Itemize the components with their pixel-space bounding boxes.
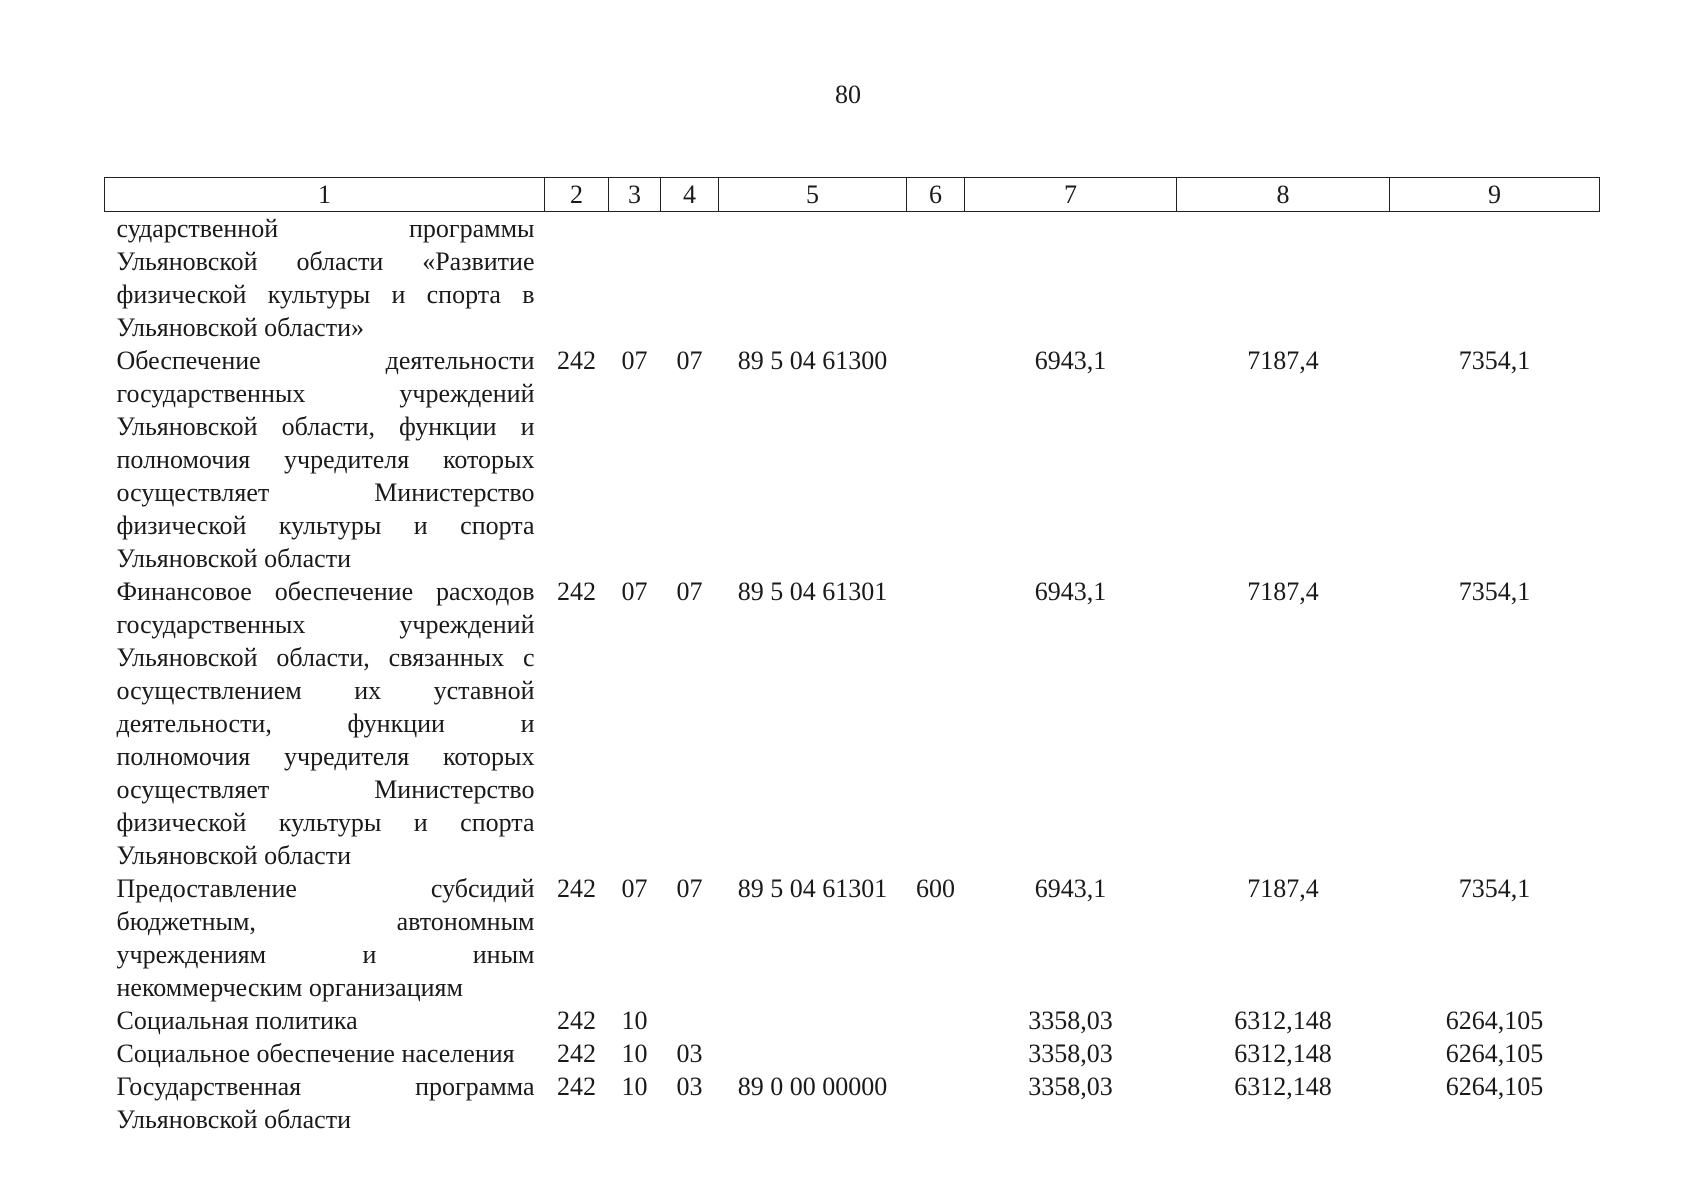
cell-col-8: 6312,148 bbox=[1234, 1006, 1332, 1035]
cell-col-3 bbox=[609, 212, 661, 345]
cell-col-9: 6264,105 bbox=[1445, 1006, 1544, 1035]
cell-col-9 bbox=[1390, 212, 1600, 345]
column-header: 5 bbox=[719, 178, 907, 212]
cell-col-6 bbox=[907, 1070, 965, 1136]
row-name: Социальная политика bbox=[116, 1006, 358, 1035]
table-row bbox=[105, 575, 1600, 872]
cell-col-5: 89 0 00 00000 bbox=[737, 1072, 888, 1101]
row-name: Финансовое обеспечение расходов государственных учреждений Ульяновской области, связанных с осуществлением их уставной деятельности, функции и полномочия учредителя которых осуществляет Министерство физической культуры и спорта Ульяновской области bbox=[116, 577, 535, 870]
column-header: 2 bbox=[545, 178, 609, 212]
cell-col-8 bbox=[1177, 212, 1390, 345]
column-header: 8 bbox=[1177, 178, 1390, 212]
cell-col-9: 6264,105 bbox=[1445, 1039, 1544, 1068]
cell-col-7: 3358,03 bbox=[1028, 1006, 1113, 1035]
table-header-row bbox=[105, 178, 1600, 212]
row-name: Государственная программа Ульяновской области bbox=[116, 1072, 535, 1134]
cell-col-7: 6943,1 bbox=[1034, 874, 1107, 903]
row-name: Обеспечение деятельности государственных учреждений Ульяновской области, функции и полномочия учредителя которых осуществляет Министерство физической культуры и спорта Ульяновской области bbox=[116, 346, 535, 573]
cell-col-5 bbox=[719, 1037, 907, 1070]
cell-col-6 bbox=[907, 1004, 965, 1037]
cell-col-5: 89 5 04 61301 bbox=[737, 577, 888, 606]
cell-col-5 bbox=[719, 212, 907, 345]
cell-col-2: 242 bbox=[557, 577, 596, 606]
table-row bbox=[105, 344, 1600, 575]
column-header: 7 bbox=[965, 178, 1177, 212]
cell-col-7 bbox=[965, 212, 1177, 345]
cell-col-3: 10 bbox=[621, 1072, 648, 1101]
cell-col-3: 07 bbox=[621, 346, 648, 375]
row-name: сударственной программы Ульяновской области «Развитие физической культуры и спорта в Ульяновской области» bbox=[116, 214, 535, 342]
cell-col-2: 242 bbox=[557, 1006, 596, 1035]
cell-col-6 bbox=[907, 344, 965, 575]
cell-col-8: 6312,148 bbox=[1234, 1072, 1332, 1101]
cell-col-2: 242 bbox=[557, 874, 596, 903]
cell-col-5: 89 5 04 61300 bbox=[737, 346, 888, 375]
cell-col-8: 7187,4 bbox=[1247, 346, 1319, 375]
cell-col-6 bbox=[907, 1037, 965, 1070]
cell-col-7: 6943,1 bbox=[1034, 577, 1107, 606]
cell-col-3: 10 bbox=[621, 1039, 648, 1068]
table-row bbox=[105, 1070, 1600, 1136]
column-header: 4 bbox=[661, 178, 719, 212]
cell-col-4 bbox=[661, 1004, 719, 1037]
cell-col-5 bbox=[719, 1004, 907, 1037]
cell-col-7: 3358,03 bbox=[1028, 1072, 1113, 1101]
cell-col-7: 6943,1 bbox=[1034, 346, 1107, 375]
cell-col-9: 6264,105 bbox=[1445, 1072, 1544, 1101]
table-row bbox=[105, 1004, 1600, 1037]
cell-col-4: 07 bbox=[676, 874, 703, 903]
cell-col-4: 03 bbox=[676, 1039, 703, 1068]
table-row bbox=[105, 1037, 1600, 1070]
cell-col-8: 7187,4 bbox=[1247, 577, 1319, 606]
cell-col-4: 07 bbox=[676, 346, 703, 375]
cell-col-2: 242 bbox=[557, 1039, 596, 1068]
cell-col-4: 03 bbox=[676, 1072, 703, 1101]
cell-col-9: 7354,1 bbox=[1458, 346, 1531, 375]
cell-col-5: 89 5 04 61301 bbox=[737, 874, 888, 903]
row-name: Предоставление субсидий бюджетным, автономным учреждениям и иным некоммерческим организациям bbox=[116, 874, 535, 1002]
cell-col-6: 600 bbox=[916, 874, 955, 903]
column-header: 6 bbox=[907, 178, 965, 212]
cell-col-9: 7354,1 bbox=[1458, 874, 1531, 903]
column-header: 3 bbox=[609, 178, 661, 212]
cell-col-4 bbox=[661, 212, 719, 345]
cell-col-2: 242 bbox=[557, 346, 596, 375]
cell-col-2: 242 bbox=[557, 1072, 596, 1101]
cell-col-3: 07 bbox=[621, 874, 648, 903]
cell-col-2 bbox=[545, 212, 609, 345]
cell-col-8: 7187,4 bbox=[1247, 874, 1319, 903]
cell-col-9: 7354,1 bbox=[1458, 577, 1531, 606]
cell-col-7: 3358,03 bbox=[1028, 1039, 1113, 1068]
cell-col-6 bbox=[907, 212, 965, 345]
cell-col-4: 07 bbox=[676, 577, 703, 606]
cell-col-3: 10 bbox=[621, 1006, 648, 1035]
cell-col-3: 07 bbox=[621, 577, 648, 606]
page-number: 80 bbox=[835, 80, 861, 109]
row-name: Социальное обеспечение населения bbox=[116, 1039, 515, 1068]
table-row bbox=[105, 212, 1600, 345]
cell-col-8: 6312,148 bbox=[1234, 1039, 1332, 1068]
column-header: 9 bbox=[1390, 178, 1600, 212]
table-row bbox=[105, 872, 1600, 1004]
column-header: 1 bbox=[105, 178, 545, 212]
budget-table bbox=[104, 177, 1600, 1136]
cell-col-6 bbox=[907, 575, 965, 872]
